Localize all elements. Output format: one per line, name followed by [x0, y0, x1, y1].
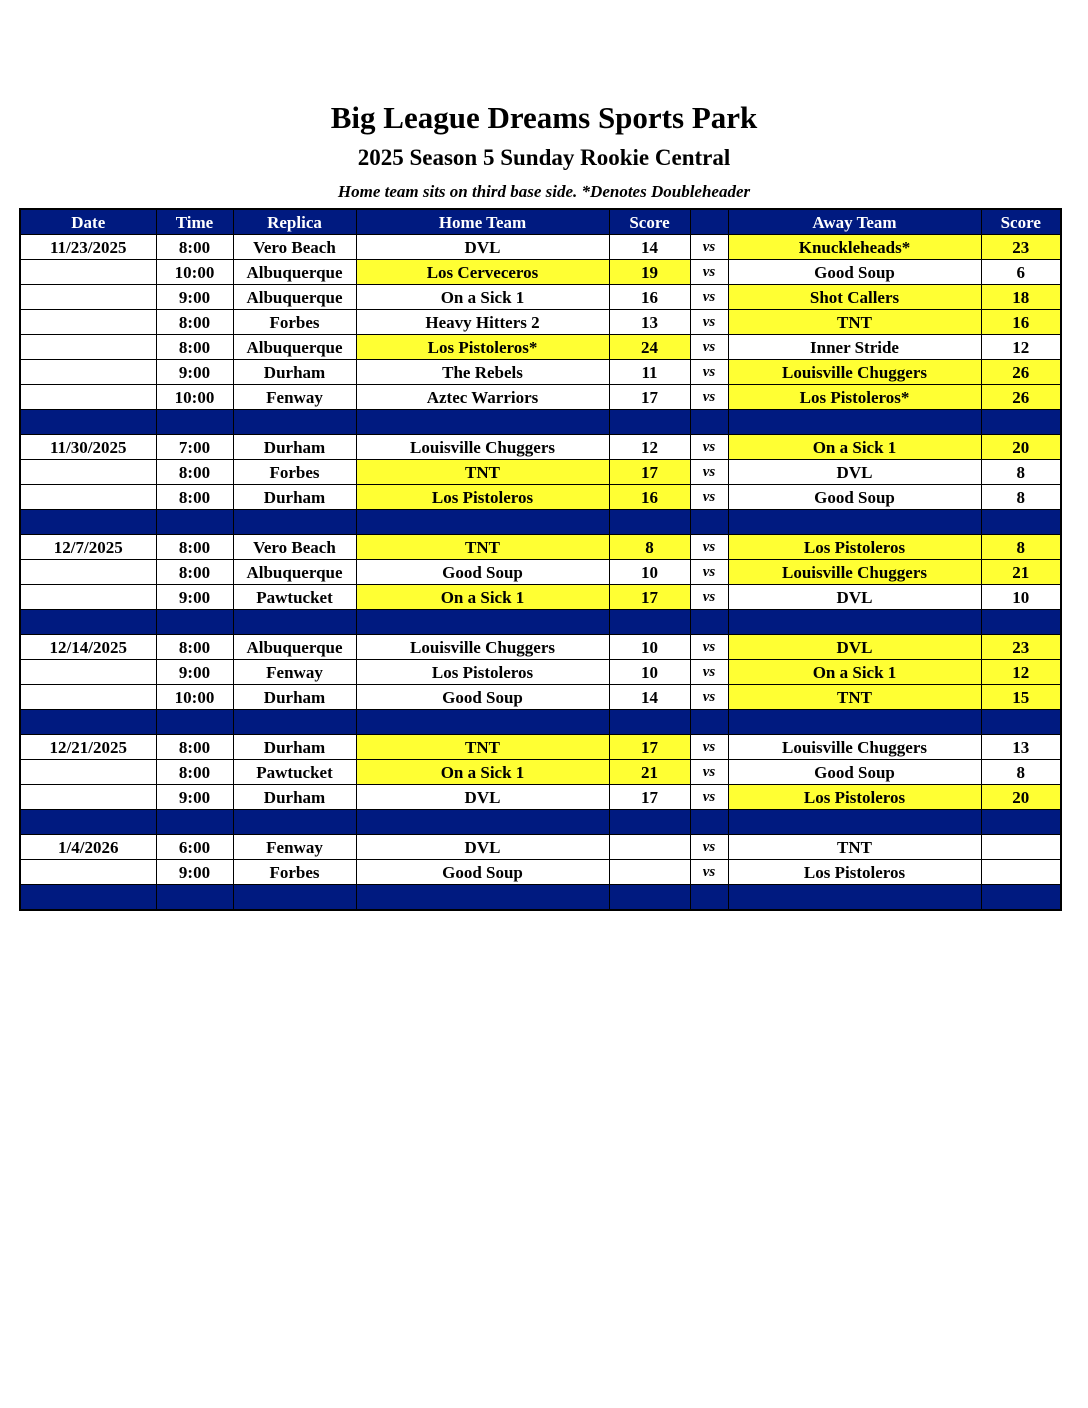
away-team-cell: Los Pistoleros* — [728, 385, 981, 410]
vs-cell: vs — [690, 760, 728, 785]
home-team-cell: Good Soup — [356, 685, 609, 710]
time-cell: 9:00 — [156, 360, 233, 385]
replica-cell: Durham — [233, 735, 356, 760]
home-team-cell: DVL — [356, 235, 609, 260]
home-team-cell: Good Soup — [356, 560, 609, 585]
away-team-cell: Los Pistoleros — [728, 860, 981, 885]
away-score-cell: 16 — [981, 310, 1061, 335]
away-score-cell: 8 — [981, 535, 1061, 560]
home-score-cell: 14 — [609, 235, 690, 260]
home-score-cell: 17 — [609, 385, 690, 410]
away-score-cell: 20 — [981, 435, 1061, 460]
home-score-cell: 17 — [609, 585, 690, 610]
away-team-cell: Good Soup — [728, 485, 981, 510]
home-team-cell: On a Sick 1 — [356, 760, 609, 785]
page-subtitle: 2025 Season 5 Sunday Rookie Central — [357, 145, 731, 170]
away-score-cell: 8 — [981, 485, 1061, 510]
replica-cell: Albuquerque — [233, 285, 356, 310]
home-score-cell: 17 — [609, 735, 690, 760]
vs-cell: vs — [690, 435, 728, 460]
replica-cell: Albuquerque — [233, 260, 356, 285]
away-team-cell: On a Sick 1 — [728, 435, 981, 460]
home-score-cell: 12 — [609, 435, 690, 460]
away-score-cell: 18 — [981, 285, 1061, 310]
home-team-cell: On a Sick 1 — [356, 585, 609, 610]
away-team-cell: Louisville Chuggers — [728, 735, 981, 760]
date-cell — [20, 860, 156, 885]
time-cell: 9:00 — [156, 660, 233, 685]
separator-cell — [233, 810, 356, 835]
home-score-cell: 21 — [609, 760, 690, 785]
away-score-cell: 23 — [981, 635, 1061, 660]
away-score-cell: 26 — [981, 360, 1061, 385]
separator-cell — [690, 810, 728, 835]
replica-cell: Forbes — [233, 310, 356, 335]
table-row — [20, 585, 1061, 610]
column-header-away-team: Away Team — [728, 209, 981, 235]
separator-cell — [20, 610, 156, 635]
separator-cell — [356, 810, 609, 835]
away-score-cell — [981, 835, 1061, 860]
away-score-cell: 10 — [981, 585, 1061, 610]
page-title: Big League Dreams Sports Park — [330, 100, 758, 135]
date-cell — [20, 685, 156, 710]
separator-cell — [981, 885, 1061, 911]
replica-cell: Fenway — [233, 385, 356, 410]
week-separator-row — [20, 510, 1061, 535]
time-cell: 9:00 — [156, 860, 233, 885]
away-team-cell: Louisville Chuggers — [728, 360, 981, 385]
column-header-home-score: Score — [609, 209, 690, 235]
home-team-cell: DVL — [356, 785, 609, 810]
separator-cell — [690, 510, 728, 535]
table-row — [20, 560, 1061, 585]
replica-cell: Fenway — [233, 660, 356, 685]
table-header-row — [20, 209, 1061, 235]
separator-cell — [609, 510, 690, 535]
home-team-cell: Aztec Warriors — [356, 385, 609, 410]
home-score-cell: 8 — [609, 535, 690, 560]
home-team-cell: Los Pistoleros — [356, 485, 609, 510]
separator-cell — [609, 410, 690, 435]
separator-cell — [981, 510, 1061, 535]
time-cell: 8:00 — [156, 235, 233, 260]
replica-cell: Durham — [233, 785, 356, 810]
replica-cell: Durham — [233, 435, 356, 460]
home-score-cell: 17 — [609, 460, 690, 485]
column-header-home-team: Home Team — [356, 209, 609, 235]
vs-cell: vs — [690, 560, 728, 585]
separator-cell — [728, 885, 981, 911]
separator-cell — [609, 885, 690, 911]
table-row — [20, 360, 1061, 385]
away-team-cell: Louisville Chuggers — [728, 560, 981, 585]
separator-cell — [690, 885, 728, 911]
separator-cell — [609, 810, 690, 835]
date-cell — [20, 335, 156, 360]
separator-cell — [981, 410, 1061, 435]
away-team-cell: Inner Stride — [728, 335, 981, 360]
vs-cell: vs — [690, 385, 728, 410]
away-team-cell: On a Sick 1 — [728, 660, 981, 685]
separator-cell — [981, 710, 1061, 735]
separator-cell — [728, 810, 981, 835]
home-score-cell: 24 — [609, 335, 690, 360]
time-cell: 10:00 — [156, 685, 233, 710]
table-row — [20, 460, 1061, 485]
replica-cell: Albuquerque — [233, 560, 356, 585]
column-header-replica: Replica — [233, 209, 356, 235]
separator-cell — [356, 710, 609, 735]
home-team-cell: Los Cerveceros — [356, 260, 609, 285]
table-row — [20, 785, 1061, 810]
date-cell — [20, 485, 156, 510]
home-team-cell: TNT — [356, 735, 609, 760]
away-team-cell: DVL — [728, 635, 981, 660]
separator-cell — [981, 810, 1061, 835]
time-cell: 8:00 — [156, 560, 233, 585]
table-row — [20, 435, 1061, 460]
separator-cell — [728, 510, 981, 535]
date-cell: 12/14/2025 — [20, 635, 156, 660]
time-cell: 9:00 — [156, 785, 233, 810]
replica-cell: Durham — [233, 360, 356, 385]
away-score-cell: 26 — [981, 385, 1061, 410]
column-header-date: Date — [20, 209, 156, 235]
home-score-cell: 13 — [609, 310, 690, 335]
away-score-cell — [981, 860, 1061, 885]
separator-cell — [728, 710, 981, 735]
away-score-cell: 13 — [981, 735, 1061, 760]
date-cell — [20, 585, 156, 610]
date-cell — [20, 760, 156, 785]
separator-cell — [233, 710, 356, 735]
home-score-cell — [609, 835, 690, 860]
table-row — [20, 685, 1061, 710]
separator-cell — [233, 510, 356, 535]
separator-cell — [356, 885, 609, 911]
date-cell — [20, 785, 156, 810]
home-score-cell: 17 — [609, 785, 690, 810]
away-score-cell: 23 — [981, 235, 1061, 260]
date-cell: 11/23/2025 — [20, 235, 156, 260]
separator-cell — [156, 610, 233, 635]
home-team-cell: DVL — [356, 835, 609, 860]
time-cell: 8:00 — [156, 535, 233, 560]
time-cell: 8:00 — [156, 335, 233, 360]
time-cell: 7:00 — [156, 435, 233, 460]
away-team-cell: Knuckleheads* — [728, 235, 981, 260]
replica-cell: Fenway — [233, 835, 356, 860]
table-row — [20, 485, 1061, 510]
separator-cell — [356, 510, 609, 535]
home-score-cell: 16 — [609, 285, 690, 310]
separator-cell — [20, 410, 156, 435]
separator-cell — [20, 885, 156, 911]
home-team-cell: Heavy Hitters 2 — [356, 310, 609, 335]
vs-cell: vs — [690, 335, 728, 360]
replica-cell: Vero Beach — [233, 535, 356, 560]
week-separator-row — [20, 410, 1061, 435]
separator-cell — [690, 410, 728, 435]
table-row — [20, 285, 1061, 310]
date-cell — [20, 285, 156, 310]
vs-cell: vs — [690, 685, 728, 710]
week-separator-row — [20, 610, 1061, 635]
separator-cell — [609, 610, 690, 635]
date-cell — [20, 360, 156, 385]
home-team-cell: TNT — [356, 535, 609, 560]
replica-cell: Pawtucket — [233, 760, 356, 785]
away-team-cell: Shot Callers — [728, 285, 981, 310]
replica-cell: Pawtucket — [233, 585, 356, 610]
replica-cell: Albuquerque — [233, 635, 356, 660]
separator-cell — [156, 885, 233, 911]
table-row — [20, 660, 1061, 685]
vs-cell: vs — [690, 635, 728, 660]
home-score-cell — [609, 860, 690, 885]
vs-cell: vs — [690, 260, 728, 285]
week-separator-row — [20, 885, 1061, 911]
table-row — [20, 335, 1061, 360]
separator-cell — [690, 610, 728, 635]
away-score-cell: 15 — [981, 685, 1061, 710]
away-score-cell: 8 — [981, 760, 1061, 785]
date-cell: 11/30/2025 — [20, 435, 156, 460]
separator-cell — [20, 710, 156, 735]
time-cell: 8:00 — [156, 735, 233, 760]
vs-cell: vs — [690, 585, 728, 610]
home-score-cell: 16 — [609, 485, 690, 510]
separator-cell — [356, 410, 609, 435]
vs-cell: vs — [690, 285, 728, 310]
week-separator-row — [20, 710, 1061, 735]
home-score-cell: 10 — [609, 635, 690, 660]
away-score-cell: 20 — [981, 785, 1061, 810]
time-cell: 9:00 — [156, 585, 233, 610]
time-cell: 8:00 — [156, 760, 233, 785]
home-team-cell: On a Sick 1 — [356, 285, 609, 310]
away-score-cell: 8 — [981, 460, 1061, 485]
time-cell: 9:00 — [156, 285, 233, 310]
table-row — [20, 635, 1061, 660]
away-score-cell: 21 — [981, 560, 1061, 585]
separator-cell — [356, 610, 609, 635]
replica-cell: Durham — [233, 485, 356, 510]
separator-cell — [233, 410, 356, 435]
home-team-cell: Los Pistoleros — [356, 660, 609, 685]
away-score-cell: 12 — [981, 660, 1061, 685]
date-cell — [20, 560, 156, 585]
table-row — [20, 235, 1061, 260]
separator-cell — [156, 510, 233, 535]
replica-cell: Forbes — [233, 860, 356, 885]
separator-cell — [233, 885, 356, 911]
table-row — [20, 735, 1061, 760]
table-row — [20, 385, 1061, 410]
away-team-cell: DVL — [728, 460, 981, 485]
replica-cell: Albuquerque — [233, 335, 356, 360]
replica-cell: Vero Beach — [233, 235, 356, 260]
table-row — [20, 310, 1061, 335]
separator-cell — [981, 610, 1061, 635]
away-score-cell: 12 — [981, 335, 1061, 360]
separator-cell — [156, 410, 233, 435]
separator-cell — [728, 410, 981, 435]
home-team-cell: TNT — [356, 460, 609, 485]
separator-cell — [156, 810, 233, 835]
time-cell: 8:00 — [156, 635, 233, 660]
away-team-cell: TNT — [728, 835, 981, 860]
separator-cell — [690, 710, 728, 735]
away-team-cell: Los Pistoleros — [728, 535, 981, 560]
column-header-away-score: Score — [981, 209, 1061, 235]
away-team-cell: TNT — [728, 310, 981, 335]
vs-cell: vs — [690, 860, 728, 885]
separator-cell — [20, 510, 156, 535]
date-cell: 12/7/2025 — [20, 535, 156, 560]
table-row — [20, 835, 1061, 860]
vs-cell: vs — [690, 310, 728, 335]
table-row — [20, 260, 1061, 285]
away-team-cell: TNT — [728, 685, 981, 710]
away-team-cell: Good Soup — [728, 760, 981, 785]
separator-cell — [156, 710, 233, 735]
date-cell — [20, 260, 156, 285]
column-header-vs — [690, 209, 728, 235]
vs-cell: vs — [690, 735, 728, 760]
away-team-cell: Los Pistoleros — [728, 785, 981, 810]
date-cell — [20, 460, 156, 485]
home-score-cell: 14 — [609, 685, 690, 710]
table-row — [20, 760, 1061, 785]
time-cell: 8:00 — [156, 310, 233, 335]
vs-cell: vs — [690, 835, 728, 860]
home-score-cell: 10 — [609, 560, 690, 585]
time-cell: 10:00 — [156, 385, 233, 410]
time-cell: 6:00 — [156, 835, 233, 860]
replica-cell: Durham — [233, 685, 356, 710]
date-cell — [20, 385, 156, 410]
vs-cell: vs — [690, 785, 728, 810]
table-row — [20, 535, 1061, 560]
vs-cell: vs — [690, 485, 728, 510]
separator-cell — [728, 610, 981, 635]
away-team-cell: Good Soup — [728, 260, 981, 285]
date-cell — [20, 660, 156, 685]
schedule-table — [19, 208, 1062, 911]
home-team-cell: Louisville Chuggers — [356, 435, 609, 460]
home-team-cell: Los Pistoleros* — [356, 335, 609, 360]
vs-cell: vs — [690, 460, 728, 485]
vs-cell: vs — [690, 535, 728, 560]
week-separator-row — [20, 810, 1061, 835]
home-score-cell: 10 — [609, 660, 690, 685]
table-row — [20, 860, 1061, 885]
vs-cell: vs — [690, 235, 728, 260]
home-team-cell: Louisville Chuggers — [356, 635, 609, 660]
replica-cell: Forbes — [233, 460, 356, 485]
away-team-cell: DVL — [728, 585, 981, 610]
vs-cell: vs — [690, 360, 728, 385]
time-cell: 10:00 — [156, 260, 233, 285]
schedule-body — [20, 235, 1061, 911]
time-cell: 8:00 — [156, 485, 233, 510]
schedule-note: Home team sits on third base side. *Denotes Doubleheader — [337, 182, 751, 201]
date-cell: 12/21/2025 — [20, 735, 156, 760]
column-header-time: Time — [156, 209, 233, 235]
separator-cell — [233, 610, 356, 635]
date-cell: 1/4/2026 — [20, 835, 156, 860]
separator-cell — [609, 710, 690, 735]
home-team-cell: Good Soup — [356, 860, 609, 885]
home-team-cell: The Rebels — [356, 360, 609, 385]
home-score-cell: 11 — [609, 360, 690, 385]
vs-cell: vs — [690, 660, 728, 685]
home-score-cell: 19 — [609, 260, 690, 285]
away-score-cell: 6 — [981, 260, 1061, 285]
time-cell: 8:00 — [156, 460, 233, 485]
date-cell — [20, 310, 156, 335]
separator-cell — [20, 810, 156, 835]
